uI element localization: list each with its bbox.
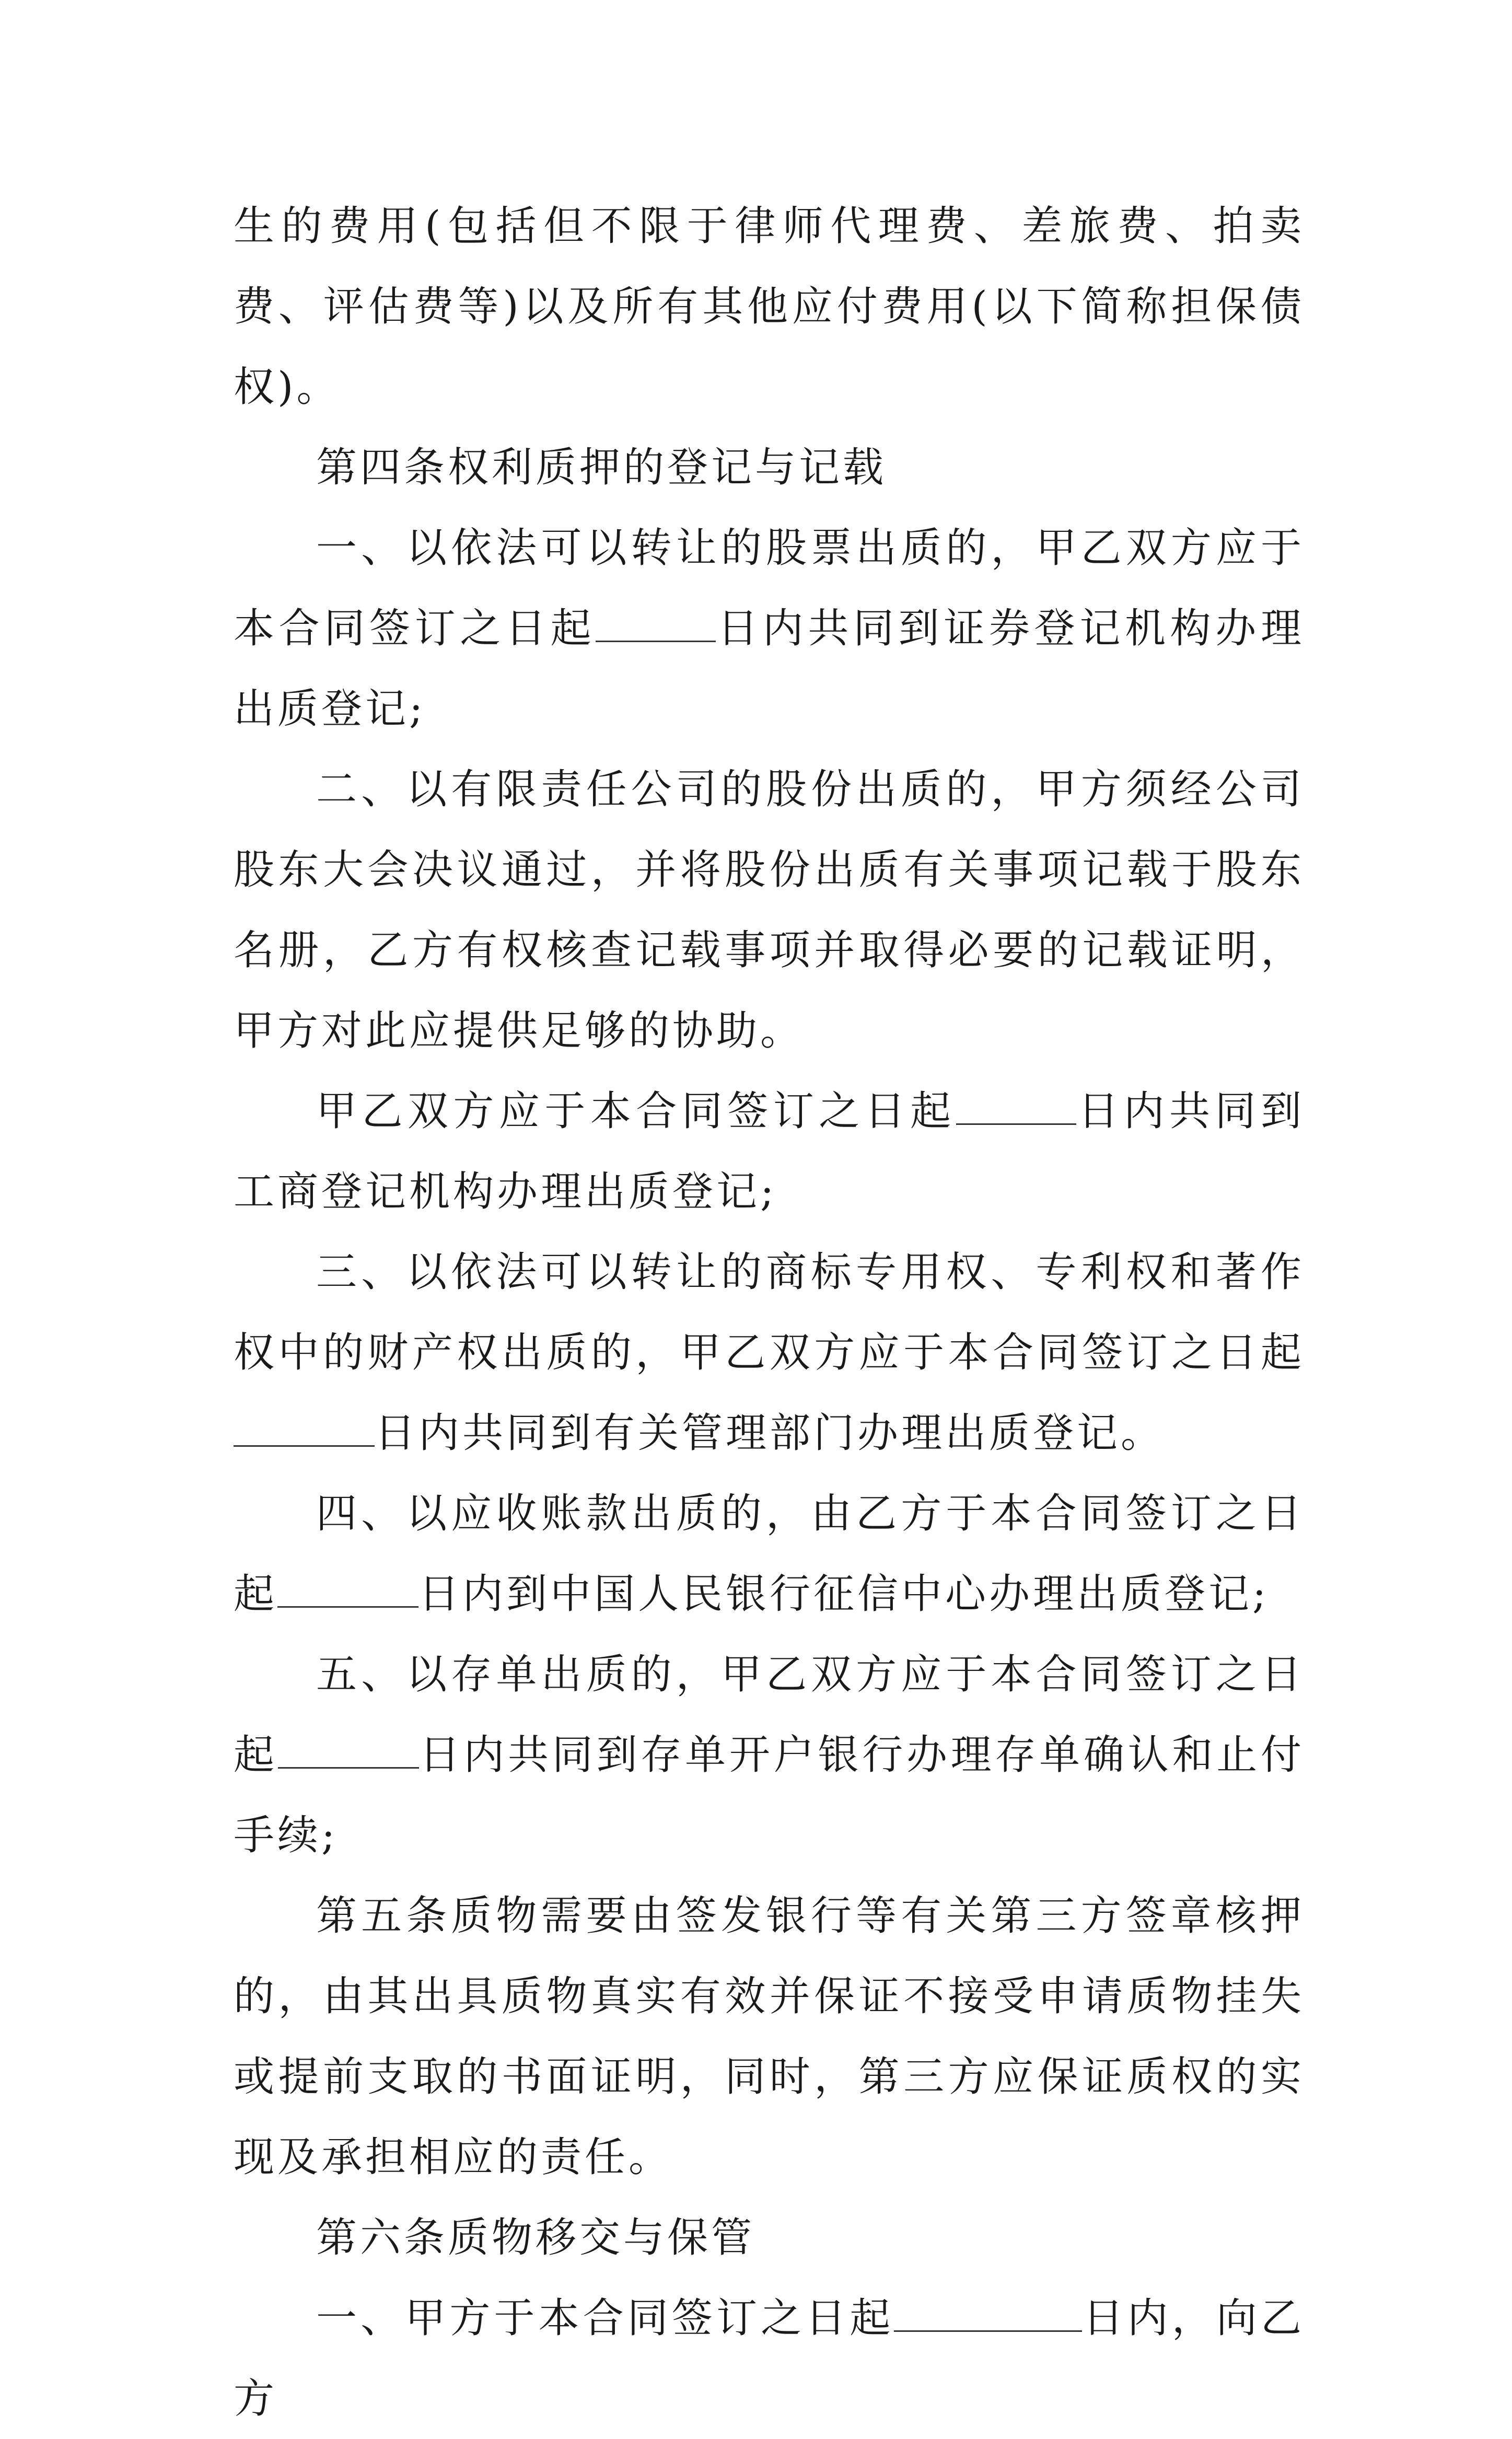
days-blank-field[interactable] [278,1730,419,1769]
article-text: 第五条质物需要由签发银行等有关第三方签章核押的，由其出具质物真实有效并保证不接受申请质物挂失或提前支取的书面证明，同时，第三方应保证质权的实现及承担相应的责任。 [234,1892,1305,2181]
days-blank-field[interactable] [596,604,716,642]
article-6-heading [234,2198,1305,2278]
clause-text: 日内共同到存单开户银行办理存单确认和止付手续; [234,1732,1305,1859]
clause-text: 二、以有限责任公司的股份出质的，甲方须经公司股东大会决议通过，并将股份出质有关事项记载于股东名册，乙方有权核查记载事项并取得必要的记载证明，甲方对此应提供足够的协助。 [234,766,1305,1054]
days-blank-field[interactable] [277,1570,418,1608]
paragraph-text: 生的费用(包括但不限于律师代理费、差旅费、拍卖费、评估费等)以及所有其他应付费用(以下简称担保债权)。 [234,203,1305,411]
clause-text: 日内，向乙方 [234,2295,1305,2422]
clause-4-receivables-pledge [234,1473,1305,1634]
clause-2-registration [234,1071,1305,1232]
clause-3-ip-pledge [234,1232,1305,1473]
clause-text: 五、以存单出质的，甲乙双方应于本合同签订之日起 [234,1651,1305,1779]
article-4-heading [234,427,1305,508]
clause-text: 甲乙双方应于本合同签订之日起 [316,1088,956,1135]
clause-5-deposit-pledge [234,1634,1305,1876]
days-blank-field[interactable] [956,1087,1076,1125]
article-5-third-party [234,1876,1305,2198]
clause-1-stock-pledge [234,508,1305,749]
heading-text: 第六条质物移交与保管 [316,2214,755,2261]
clause-text: 一、以依法可以转让的股票出质的，甲乙双方应于本合同签订之日起 [234,525,1305,652]
heading-text: 第四条权利质押的登记与记载 [316,444,887,491]
clause-text: 日内共同到有关管理部门办理出质登记。 [375,1410,1165,1457]
paragraph-expenses-continued [234,186,1305,427]
article-6-clause-1 [234,2278,1305,2439]
clause-text: 三、以依法可以转让的商标专用权、专利权和著作权中的财产权出质的，甲乙双方应于本合同签订之日起 [234,1249,1305,1376]
document-body [234,186,1305,2439]
clause-text: 一、甲方于本合同签订之日起 [316,2295,894,2342]
days-blank-field[interactable] [894,2294,1082,2332]
clause-2-share-pledge [234,749,1305,1071]
clause-text: 日内到中国人民银行征信中心办理出质登记; [418,1571,1270,1618]
clause-text: 四、以应收账款出质的，由乙方于本合同签订之日起 [234,1490,1305,1618]
days-blank-field[interactable] [234,1409,375,1447]
clause-text: 日内共同到证券登记机构办理出质登记; [234,605,1305,733]
clause-text: 日内共同到工商登记机构办理出质登记; [234,1088,1305,1215]
